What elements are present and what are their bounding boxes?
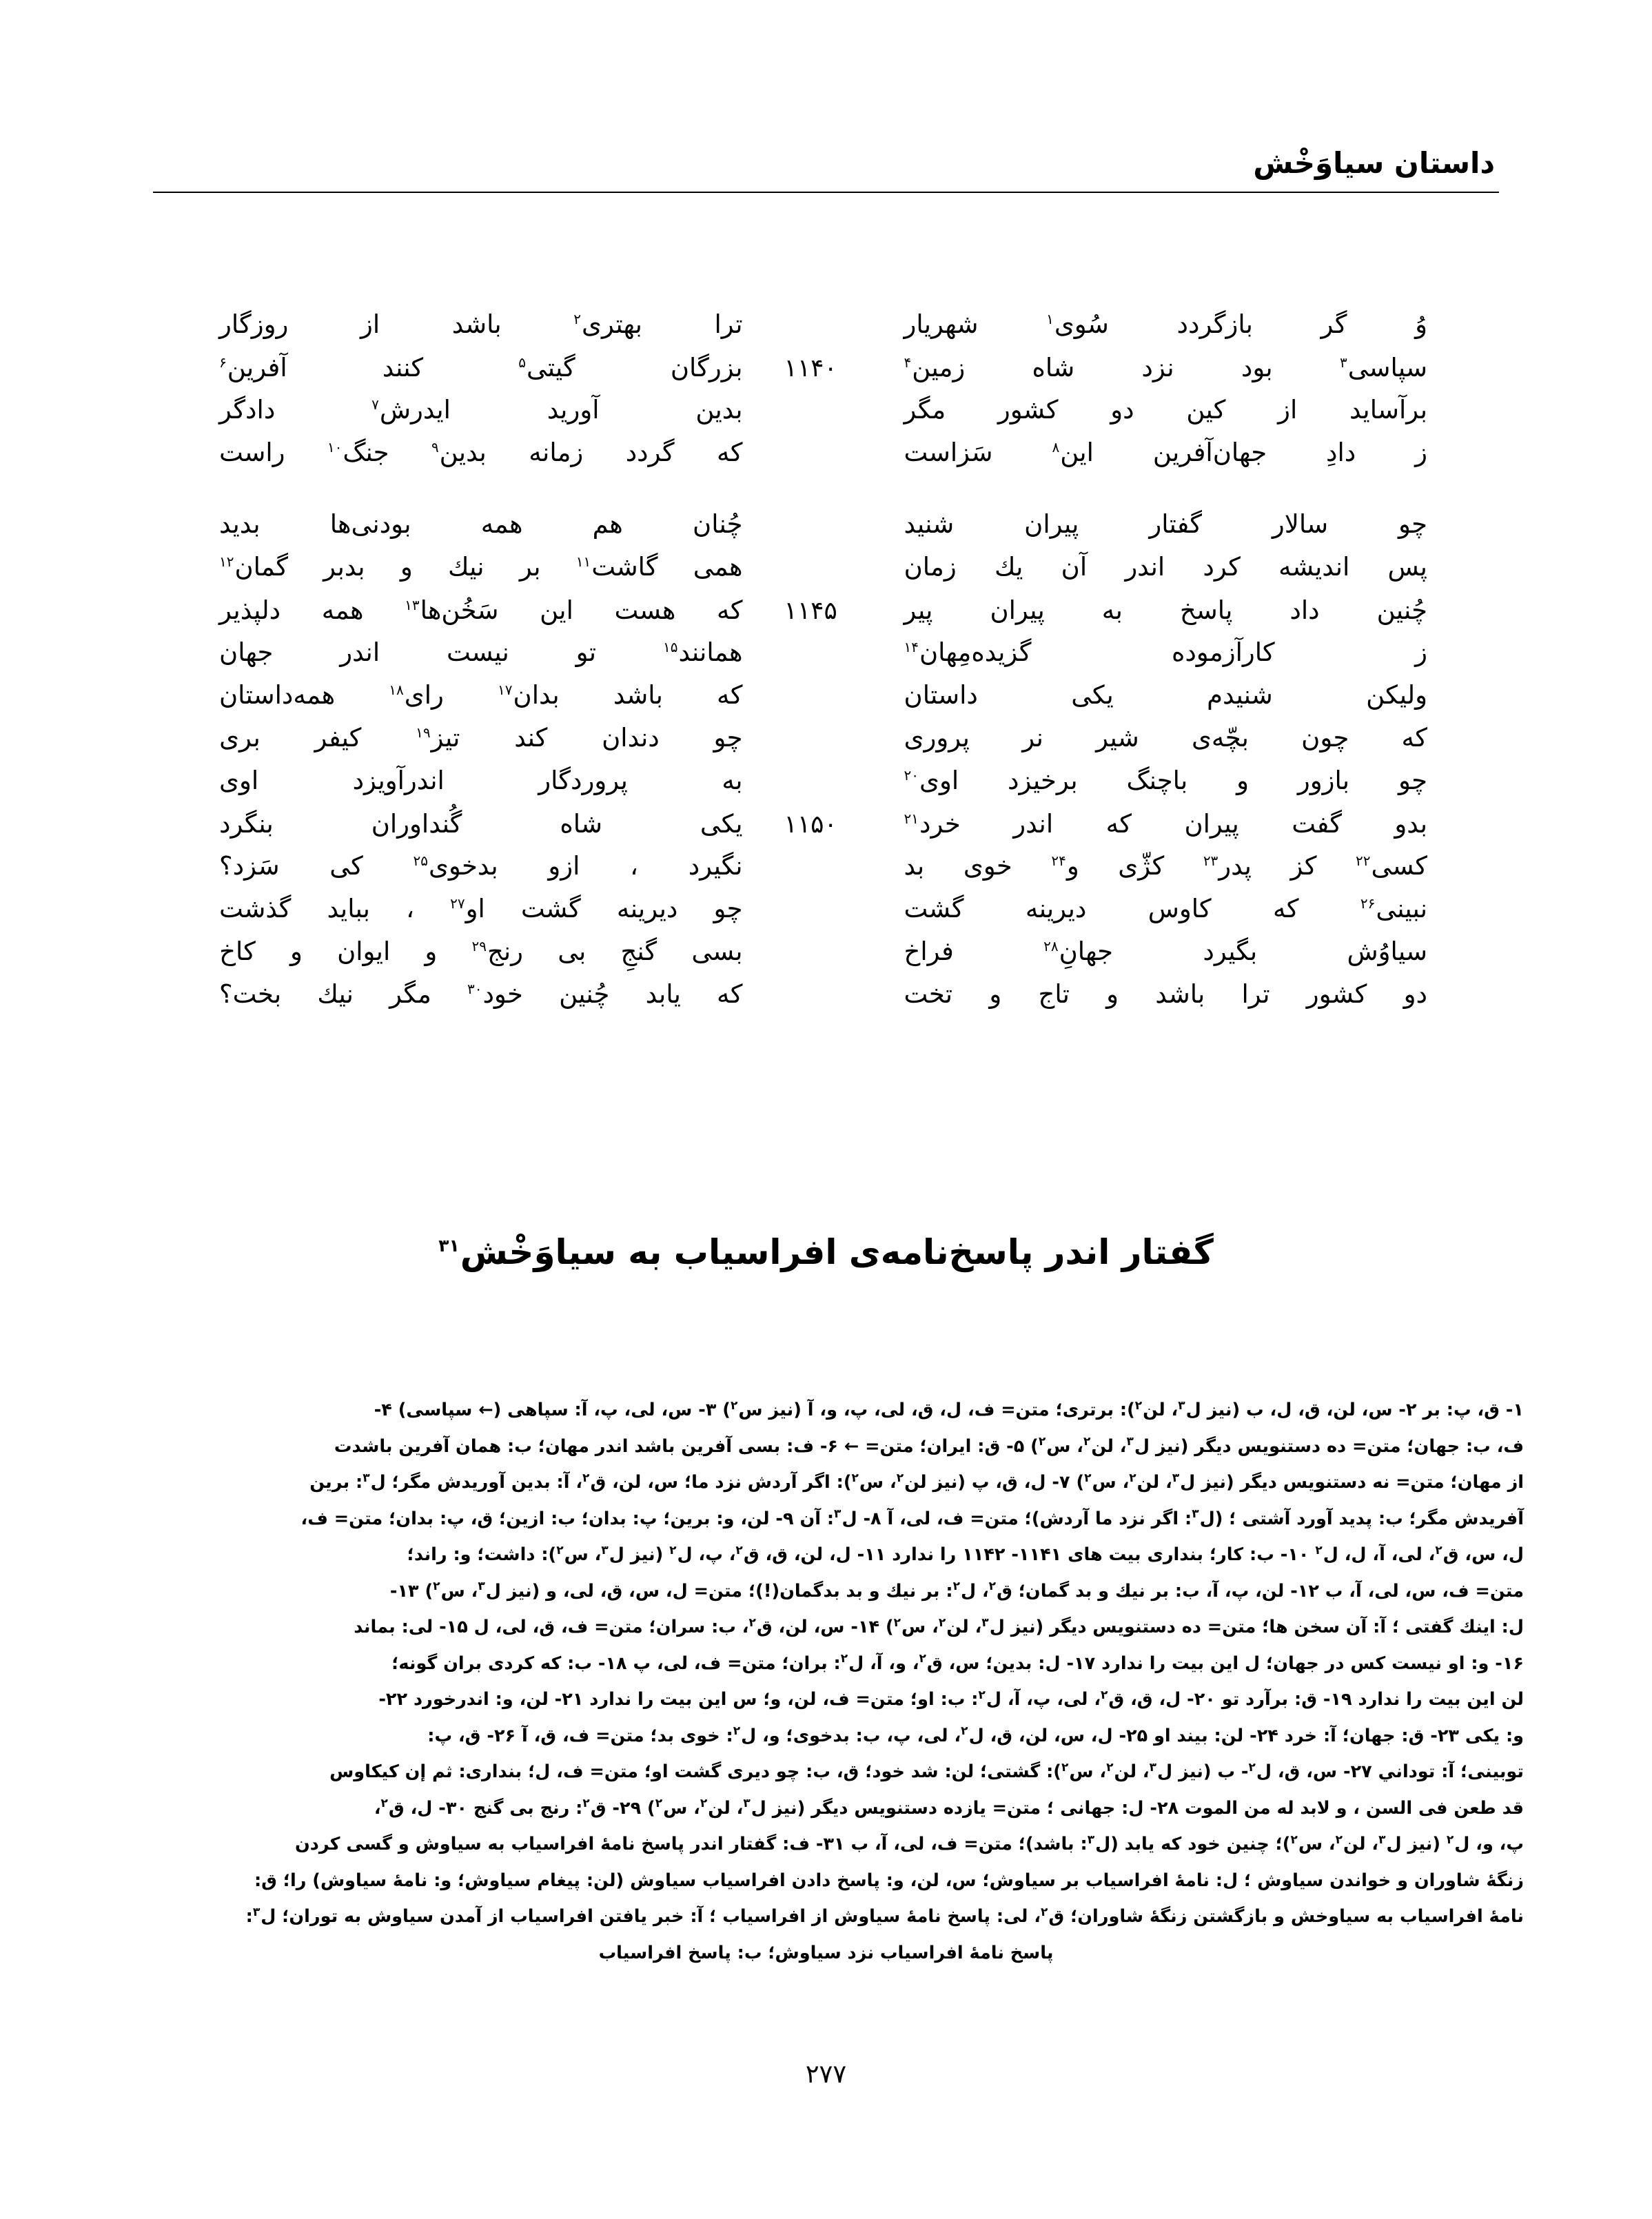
hemistich-second: بدین آورید ایدرش$^۷$ دادگر: [219, 395, 743, 425]
footnote-line: ۱- ق، پ: بر ۲- س، لن، ق، ل، ب (نیز ل$^۳$، لن$^۲$): برتری؛ متن= ف، ل، ق، لی، پ، و، آ (نیز س$^۲$) ۳- س، لی، پ، آ: سپاهی (← سپاسی) ۴-: [374, 1398, 1524, 1420]
hemistich-first: کسی$^{۲۲}$ کز پدر$^{۲۳}$ کژّی و$^{۲۴}$ خوی بد: [904, 851, 1427, 881]
verse-couplet: [207, 853, 1445, 896]
hemistich-first: سپاسی$^۳$ بود نزد شاه زمین$^۴$: [904, 353, 1427, 382]
hemistich-second: بزرگان گیتی$^۵$ کنند آفرین$^۶$: [219, 353, 743, 382]
hemistich-second: چو دندان کند تیز$^{۱۹}$ کیفر بری: [219, 723, 743, 753]
hemistich-first: بدو گفت پیران که اندر خرد$^{۲۱}$: [904, 809, 1427, 839]
hemistich-first: سیاوُش بگیرد جهانِ$^{۲۸}$ فراخ: [904, 937, 1427, 966]
verse-couplet: [207, 511, 1445, 554]
hemistich-second: همی گاشت$^{۱۱}$ بر نیك و بدبر گمان$^{۱۲}$: [219, 552, 743, 582]
footnote-line: ل: اینك گفتی ؛ آ: آن سخن ها؛ متن= ده دستنویس دیگر (نیز ل$^۳$، لن$^۲$، س$^۲$) ۱۴- س، لن، ق$^۲$، ب: سران؛ متن= ف، ق، لی، ل ۱۵- لی: بماند: [354, 1615, 1524, 1637]
hemistich-first: چو بازور و باچنگ برخیزد اوی$^{۲۰}$: [904, 766, 1427, 795]
hemistich-second: چو دیرینه گشت او$^{۲۷}$ ، بباید گذشت: [219, 894, 743, 923]
footnote-line: و: یکی ۲۳- ق: جهان؛ آ: خرد ۲۴- لن: بیند او ۲۵- ل، س، لن، ق، ل$^۲$، لی، پ، ب: بدخوی؛ و، ل$^۲$: خوی بد؛ متن= ف، ق، آ ۲۶- ق، پ:: [427, 1724, 1524, 1746]
hemistich-second: که یابد چُنین خود$^{۳۰}$ مگر نیك بخت؟: [219, 979, 743, 1009]
footnote-line: متن= ف، س، لی، آ، ب ۱۲- لن، پ، آ، ب: بر نیك و بد گمان؛ ق$^۲$، ل$^۲$: بر نیك و بد بدگمان(!)؛ متن= ل، س، ق، لی، و (نیز ل$^۳$، س$^۲$) ۱۳-: [389, 1579, 1524, 1602]
verse-couplet: [207, 810, 1445, 853]
verse-block: [207, 311, 1445, 1024]
running-head: [153, 146, 1499, 205]
footnote-line: زنگهٔ شاوران و خواندن سیاوش ؛ ل: نامهٔ افراسیاب بر سیاوش؛ س، لن، و: پاسخ دادن افراسیاب سیاوش (لن: پیغام سیاوش؛ و: نامهٔ سیاوش) را؛ ق:: [254, 1870, 1524, 1891]
verse-couplet: [207, 440, 1445, 482]
section-heading-footnote-marker: ۳۱: [438, 1236, 460, 1256]
footnote-apparatus: [128, 1392, 1524, 1971]
footnote-line: نامهٔ افراسیاب به سیاوخش و بازگشتن زنگهٔ شاوران؛ ق$^۲$، لی: پاسخ نامهٔ سیاوش از افراسیاب ؛ آ: خبر یافتن افراسیاب از آمدن سیاوش به توران؛ ل$^۳$:: [245, 1905, 1524, 1927]
footnote-line: لن این بیت را ندارد ۱۹- ق: برآرد تو ۲۰- ل، ق، ق$^۲$، لی، پ، آ، ل$^۲$: ب: او؛ متن= ف، لن، و؛ س این بیت را ندارد ۲۱- لن، و: اندرخورد ۲۲-: [378, 1688, 1524, 1710]
hemistich-second: که باشد بدان$^{۱۷}$ رای$^{۱۸}$ همه‌داستان: [219, 680, 743, 710]
footnote-line: ل، س، ق$^۲$، لی، آ، ل، ل$^۲$ ۱۰- ب: کار؛ بنداری بیت های ۱۱۴۱- ۱۱۴۲ را ندارد ۱۱- ل، لن، ق، ق$^۲$، پ، ل$^۲$ (نیز ل$^۳$، س$^۲$): داشت؛ و: راند؛: [407, 1543, 1524, 1565]
hemistich-second: نگیرد ، ازو بدخوی$^{۲۵}$ کی سَزد؟: [219, 851, 743, 881]
hemistich-second: که هست این سَخُن‌ها$^{۱۳}$ همه دلپذیر: [219, 595, 743, 625]
verse-number: ۱۱۴۵: [784, 597, 837, 625]
hemistich-first: که چون بچّه‌ی شیر نر پروری: [904, 723, 1427, 753]
hemistich-first: چو سالار گفتار پیران شنید: [904, 509, 1427, 539]
footnote-line: توبینی؛ آ: توداني ۲۷- س، ق، ل$^۲$- ب (نیز ل$^۳$، لن$^۲$، س$^۲$): گشتی؛ لن: شد خود؛ ق، ب: چو دیری گشت او؛ متن= ف، ل؛ بنداری: ثم إن کیکاوس: [329, 1760, 1524, 1782]
verse-couplet: [207, 768, 1445, 810]
footnote-line: پ، و، ل$^۲$ (نیز ل$^۳$، لن$^۲$، س$^۲$)؛ چنین خود که یابد (ل$^۳$: باشد)؛ متن= ف، لی، آ، ب ۳۱- ف: گفتار اندر پاسخ نامهٔ افراسیاب به سیاوش و گسی کردن: [294, 1832, 1524, 1854]
verse-couplet: [207, 597, 1445, 640]
hemistich-second: ترا بهتری$^۲$ باشد از روزگار: [219, 309, 743, 339]
section-heading: [0, 1232, 1652, 1272]
hemistich-first: وُ گر بازگردد سُوی$^۱$ شهریار: [904, 309, 1427, 339]
verse-couplet: [207, 311, 1445, 354]
footnote-line: ف، ب: جهان؛ متن= ده دستنویس دیگر (نیز ل$^۳$، لن$^۲$، س$^۲$) ۵- ق: ایران؛ متن= ← ۶- ف: بسی آفرین باشد اندر مهان؛ ب: همان آفرین باشدت: [334, 1435, 1524, 1457]
footnote-line: ۱۶- و: او نیست کس در جهان؛ ل این بیت را ندارد ۱۷- ل: بدین؛ س، ق$^۲$، و، آ، ل$^۲$: بران؛ متن= ف، لی، پ ۱۸- ب: که کردی بران گونه؛: [391, 1652, 1524, 1674]
running-head-title: داستان سیاوَخْش: [1253, 146, 1495, 180]
hemistich-second: یکی شاه گُنداوران بنگرد: [219, 809, 743, 839]
hemistich-second: که گردد زمانه بدین$^۹$ جنگ$^{۱۰}$ راست: [219, 438, 743, 467]
hemistich-second: همانند$^{۱۵}$ تو نیست اندر جهان: [219, 637, 743, 667]
footnote-line: پاسخ نامهٔ افراسیاب نزد سیاوش؛ ب: پاسخ افراسیاب: [598, 1942, 1054, 1963]
verse-couplet: [207, 981, 1445, 1024]
section-heading-text: گفتار اندر پاسخ‌نامه‌ی افراسیاب به سیاوَخْش: [460, 1232, 1214, 1272]
verse-stanza: [207, 511, 1445, 1024]
folio-number: ۲۷۷: [805, 2059, 847, 2089]
verse-couplet: [207, 896, 1445, 939]
verse-couplet: [207, 939, 1445, 981]
verse-couplet: [207, 725, 1445, 768]
verse-couplet: [207, 637, 1445, 682]
verse-number: ۱۱۴۰: [784, 354, 837, 382]
footnote-line: از مهان؛ متن= نه دستنویس دیگر (نیز ل$^۳$، لن$^۲$، س$^۲$) ۷- ل، ق، پ (نیز لن$^۲$، س$^۲$): اگر آردش نزد ما؛ س، لن، ق$^۲$، آ: بدین آوریدش مگر؛ ل$^۳$: برین: [309, 1471, 1524, 1493]
hemistich-first: پس اندیشه کرد اندر آن یك زمان: [904, 552, 1427, 582]
verse-couplet: [207, 554, 1445, 597]
running-head-rule: [153, 192, 1499, 193]
hemistich-second: چُنان هم همه بودنی‌ها بدید: [219, 509, 743, 539]
verse-couplet: [207, 354, 1445, 397]
verse-number: ۱۱۵۰: [784, 810, 837, 839]
hemistich-first: دو کشور ترا باشد و تاج و تخت: [904, 979, 1427, 1009]
hemistich-second: به پروردگار اندرآویزد اوی: [219, 766, 743, 795]
hemistich-first: ز دادِ جهان‌آفرین این$^۸$ سَزاست: [904, 438, 1427, 467]
hemistich-first: برآساید از کین دو کشور مگر: [904, 395, 1427, 425]
footnote-line: آفریدش مگر؛ ب: پدید آورد آشتی ؛ (ل$^۳$: اگر نزد ما آردش)؛ متن= ف، لی، آ ۸- ل$^۳$: آن ۹- لن، و: برین؛ پ: بدان؛ ب: ازین؛ ق، پ: بدان؛ متن= ف،: [300, 1507, 1524, 1529]
verse-couplet: [207, 682, 1445, 725]
hemistich-first: نبینی$^{۲۶}$ که کاوس دیرینه گشت: [904, 894, 1427, 923]
footnote-line: قد طعن فی السن ، و لابد له من الموت ۲۸- ل: جهانی ؛ متن= یازده دستنویس دیگر (نیز ل$^۳$، لن$^۲$، س$^۲$) ۲۹- ق$^۲$: رنج بی گنج ۳۰- ل، ق$^۲$،: [374, 1797, 1524, 1819]
hemistich-first: ز کارآزموده گزیده‌مِهان$^{۱۴}$: [904, 637, 1427, 667]
verse-couplet: [207, 397, 1445, 440]
hemistich-second: بسی گنجِ بی رنج$^{۲۹}$ و ایوان و کاخ: [219, 937, 743, 966]
verse-stanza: [207, 311, 1445, 482]
hemistich-first: ولیکن شنیدم یکی داستان: [904, 680, 1427, 710]
hemistich-first: چُنین داد پاسخ به پیران پیر: [904, 595, 1427, 625]
